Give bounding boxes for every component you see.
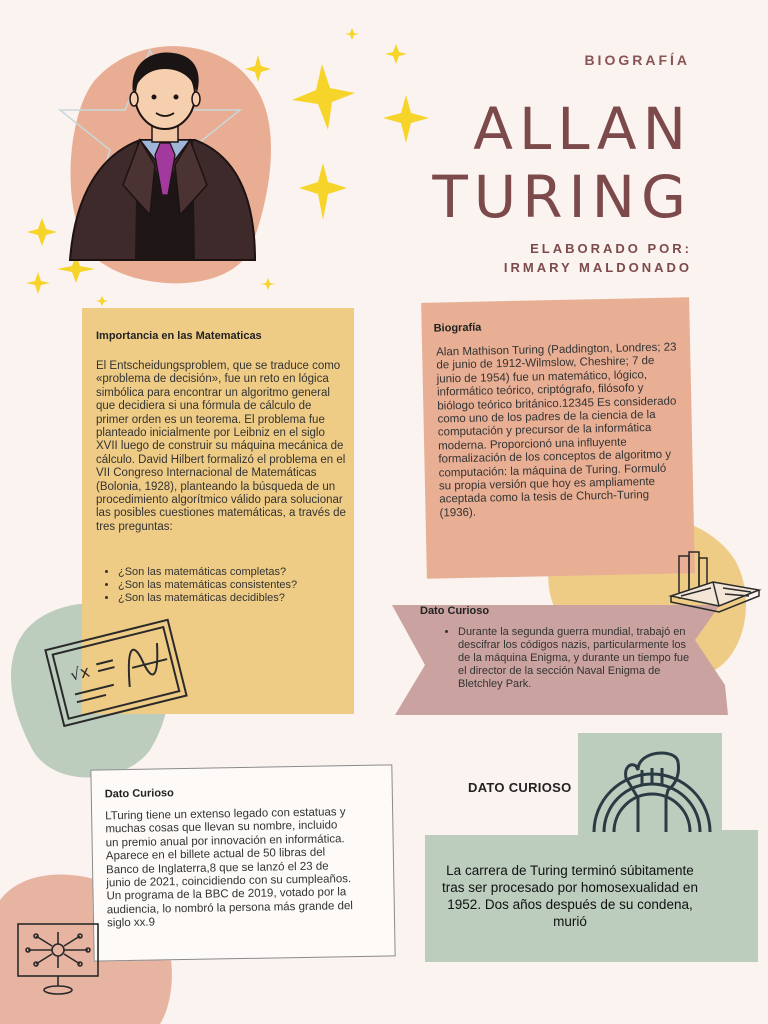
author-line-1: ELABORADO POR:: [530, 241, 692, 256]
header-kicker: BIOGRAFÍA: [584, 52, 690, 68]
question-item: • ¿Son las matemáticas completas?: [118, 566, 358, 579]
svg-text:√x: √x: [67, 661, 92, 685]
importancia-body: El Entscheidungsproblem, que se traduce como «problema de decisión», fue un reto en lógica simbólica para encontrar un algoritmo general que decidiera si una fórmula de cálculo de primer orden es un teorema. El problema fue planteado inicialmente por Leibniz en el siglo XVII luego de construir su máquina mecánica de cálculo. David Hilbert formalizó el problema en el VII Congreso Internacional de Matemáticas (Bolonia, 1928), planteando la búsqueda de un procedimiento algorítmico válido para solucionar las posibles cuestiones matemáticas, a través de tres preguntas:: [96, 360, 346, 533]
importancia-questions: [96, 566, 358, 605]
dato2-box: [90, 764, 395, 961]
dato3-body: La carrera de Turing terminó súbitamente tras ser procesado por homosexualidad en 1952. Dos años después de su condena, murió: [442, 863, 698, 929]
biografia-heading: Biografía: [433, 321, 482, 335]
question-item: • ¿Son las matemáticas decidibles?: [118, 592, 358, 605]
books-icon: [665, 548, 765, 618]
dato1-heading: Dato Curioso: [420, 605, 490, 617]
fist-rainbow-icon: [590, 740, 714, 836]
math-chalkboard-icon: [40, 612, 190, 727]
title-line-1: ALLAN: [473, 95, 692, 163]
author-line-2: IRMARY MALDONADO: [503, 259, 692, 275]
question-item: • ¿Son las matemáticas consistentes?: [118, 579, 358, 592]
biografia-box: [421, 297, 695, 579]
title-line-2: TURING: [432, 163, 692, 231]
dato1-item: • Durante la segunda guerra mundial, trabajó en descifrar los códigos nazis, particularmente los de la máquina Enigma, y durante un tiempo fue el director de la sección Naval Enigma de Bletchley Park.: [458, 626, 698, 691]
dato2-body: LTuring tiene un extenso legado con estatuas y muchas cosas que llevan su nombre, incluido un premio anual por innovación en informática. Aparece en el billete actual de 50 libras del Banco de Inglaterra,8 que se lanzó el 23 de junio de 2021, coincidiendo con su cumpleaños. Un programa de la BBC de 2019, votado por la audiencia, lo nombró la persona más grande del siglo xx.9: [105, 806, 354, 930]
biografia-body: Alan Mathison Turing (Paddington, Londres; 23 de junio de 1912-Wilmslow, Cheshire; 7 de junio de 1954) fue un matemático, lógico, informático teórico, criptógrafo, filósofo y biólogo teórico británico.12345 Es considerado como uno de los padres de la ciencia de la computación y precursor de la informática moderna. Proporcionó una influyente formalización de los conceptos de algoritmo y computación: la máquina de Turing. Formuló su propia versión que hoy es ampliamente aceptada como la tesis de Church-Turing (1936).: [436, 341, 677, 520]
circuit-monitor-icon: [14, 920, 106, 1000]
dato2-heading: Dato Curioso: [104, 787, 174, 801]
dato3-heading: DATO CURIOSO: [468, 780, 572, 795]
portrait-illustration: [65, 45, 265, 275]
author-label: [504, 240, 692, 278]
dato1-list: [436, 626, 698, 691]
importancia-heading: Importancia en las Matematicas: [96, 330, 262, 342]
